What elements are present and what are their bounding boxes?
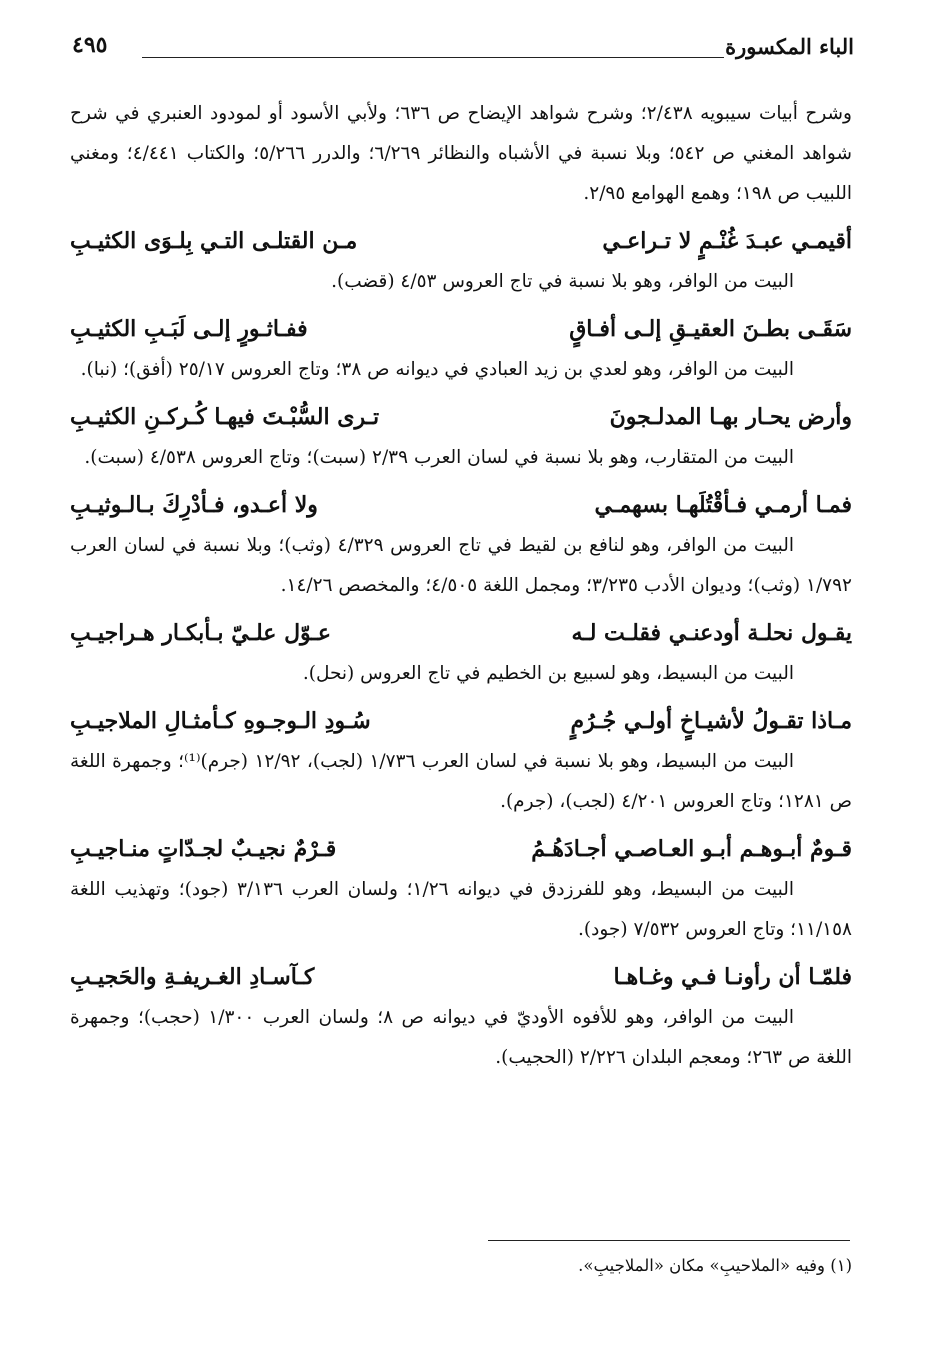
verse-note: البيت من الوافر، وهو لنافع بن لقيط في تاج العروس ٤/٣٢٩ (وثب)؛ وبلا نسبة في لسان العرب ١/٧٩٢ (وثب)؛ وديوان الأدب ٣/٢٣٥؛ ومجمل اللغة ٤/٥٠٥؛ والمخصص ١٤/٢٦. [70, 535, 852, 596]
verse-7 [70, 830, 852, 868]
verse-5 [70, 614, 852, 652]
verse-first-hemistich: فلمّـا أن رأونـا فـي وغـاهـا [613, 964, 852, 990]
verse-second-hemistich: تـرى السُّبْـتَ فيهـا كُـركـنِ الكثيـبِ [70, 404, 380, 430]
verse-2 [70, 310, 852, 348]
footnote: (١) وفيه «الملاحيبِ» مكان «الملاجيبِ». [578, 1256, 852, 1275]
verse-first-hemistich: مـاذا تقـولُ لأشيـاخٍ أولـي جُـرُمٍ [570, 708, 852, 734]
verse-note: البيت من الوافر، وهو بلا نسبة في تاج العروس ٤/٥٣ (قضب). [331, 271, 794, 292]
running-title: الباء المكسورة [725, 34, 854, 59]
verse-note: البيت من الوافر، وهو للأفوه الأوديّ في ديوانه ص ٨؛ ولسان العرب ١/٣٠٠ (حجب)؛ وجمهرة اللغة ص ٢٦٣؛ ومعجم البلدان ٢/٢٢٦ (الحجيب). [70, 1007, 852, 1068]
verse-note: البيت من البسيط، وهو بلا نسبة في لسان العرب ١/٧٣٦ (لجب)، ١٢/٩٢ (جرم)⁽¹⁾؛ وجمهرة اللغة ص ١٢٨١؛ وتاج العروس ٤/٢٠١ (لجب)، (جرم). [70, 751, 852, 812]
verse-second-hemistich: كـآسـادِ الغـريفـةِ والحَجيـبِ [70, 964, 315, 990]
verse-4 [70, 486, 852, 524]
verse-note: البيت من المتقارب، وهو بلا نسبة في لسان العرب ٢/٣٩ (سبت)؛ وتاج العروس ٤/٥٣٨ (سبت). [84, 447, 794, 468]
header-rule [142, 57, 724, 58]
page-number: ٤٩٥ [72, 32, 108, 58]
verse-second-hemistich: ففـاثـورٍ إلـى لَبَـبِ الكثيـبِ [70, 316, 308, 342]
verse-3 [70, 398, 852, 436]
verse-second-hemistich: مـن القتلـى التـي بِلـوَى الكثيـبِ [70, 228, 358, 254]
verse-note: البيت من البسيط، وهو للفرزدق في ديوانه ١/٢٦؛ ولسان العرب ٣/١٣٦ (جود)؛ وتهذيب اللغة ١١/١٥٨؛ وتاج العروس ٧/٥٣٢ (جود). [70, 879, 852, 940]
verse-first-hemistich: وأرض يحـار بهـا المدلـجونَ [609, 404, 852, 430]
verse-second-hemistich: عـوّل علـيّ بـأبكـار هـراجيـبِ [70, 620, 331, 646]
verse-first-hemistich: سَقَـى بطـنَ العقيـقِ إلـى أفـاقٍ [569, 316, 852, 342]
verse-second-hemistich: قـرْمٌ نجيـبٌ لجـدّاتٍ منـاجيـبِ [70, 836, 337, 862]
verse-first-hemistich: يقـول نحلـة أودعنـي فقلـت لـه [571, 620, 852, 646]
verse-first-hemistich: أقيمـي عبـدَ غُنْـمٍ لا تـراعـي [602, 228, 852, 254]
verse-8 [70, 958, 852, 996]
intro-paragraph: وشرح أبيات سيبويه ٢/٤٣٨؛ وشرح شواهد الإيضاح ص ٦٣٦؛ ولأبي الأسود أو لمودود العنبري في شرح شواهد المغني ص ٥٤٢؛ وبلا نسبة في الأشباه والنظائر ٦/٢٦٩؛ والدرر ٥/٢٦٦؛ والكتاب ٤/٤٤١؛ ومغني اللبيب ص ١٩٨؛ وهمع الهوامع ٢/٩٥. [70, 103, 852, 204]
page-header [72, 30, 854, 70]
verse-second-hemistich: سُـودِ الـوجـوهِ كـأمثـالِ الملاجيـبِ [70, 708, 371, 734]
verse-first-hemistich: فمـا أرمـي فـأقْتُلَهـا بسهمـي [594, 492, 852, 518]
footnote-rule [488, 1240, 850, 1241]
verse-first-hemistich: قـومٌ أبـوهـم أبـو العـاصـي أجـادَهُـمُ [531, 836, 852, 862]
verse-note: البيت من الوافر، وهو لعدي بن زيد العبادي في ديوانه ص ٣٨؛ وتاج العروس ٢٥/١٧ (أفق)؛ (نبا). [80, 359, 794, 380]
page-body [70, 94, 852, 1078]
verse-6 [70, 702, 852, 740]
verse-note: البيت من البسيط، وهو لسبيع بن الخطيم في تاج العروس (نحل). [302, 663, 794, 684]
verse-1 [70, 222, 852, 260]
verse-second-hemistich: ولا أعـدو، فـأدْرِكَ بـالـوثيـبِ [70, 492, 318, 518]
